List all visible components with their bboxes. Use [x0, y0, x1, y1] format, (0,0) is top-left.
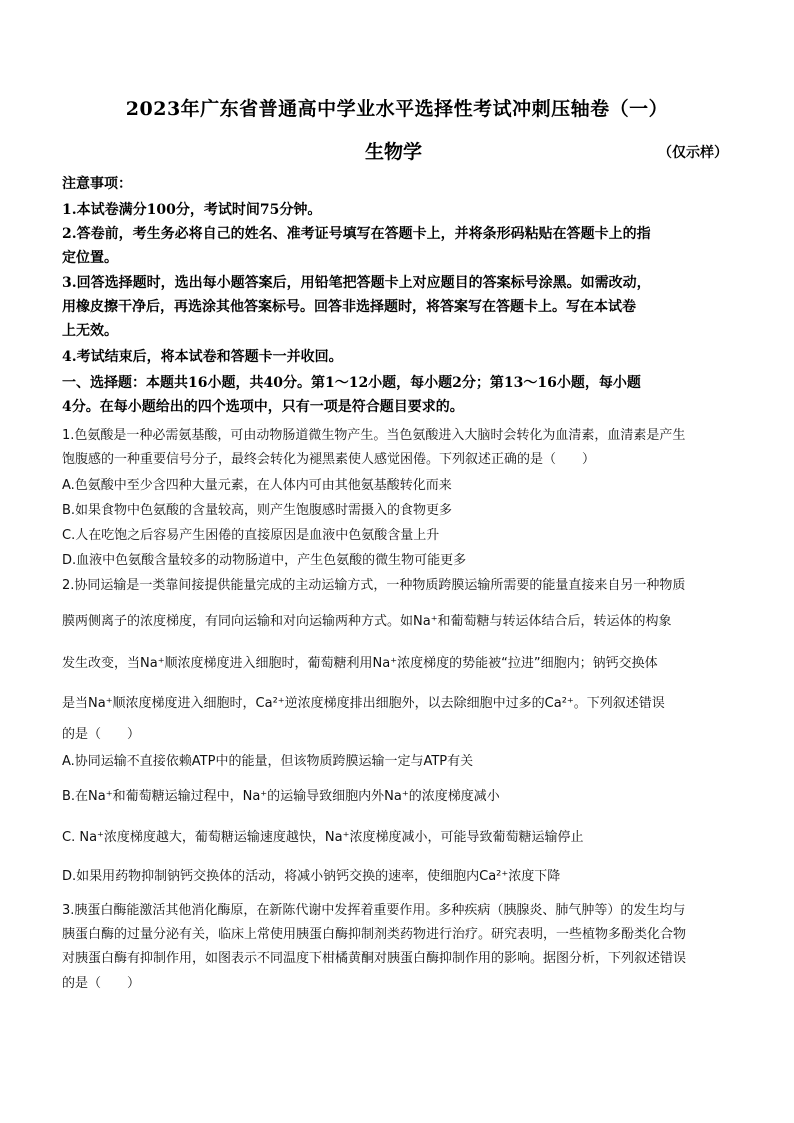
question-1-option-b: B.如果食物中色氨酸的含量较高，则产生饱腹感时需摄入的食物更多: [62, 503, 453, 518]
page-title: 2023年广东省普通高中学业水平选择性考试冲刺压轴卷（一）: [125, 98, 669, 120]
question-3-stem: 胰蛋白酶的过量分泌有关，临床上常使用胰蛋白酶抑制剂类药物进行治疗。研究表明，一些植物多酚类化合物: [62, 927, 687, 942]
section-heading: 一、选择题：本题共16小题，共40分。第1～12小题，每小题2分；第13～16小题，每小题: [62, 375, 641, 391]
question-2-stem: 是当Na⁺顺浓度梯度进入细胞时，Ca²⁺逆浓度梯度排出细胞外，以去除细胞中过多的Ca²⁺。下列叙述错误: [62, 696, 665, 711]
question-3-stem: 对胰蛋白酶有抑制作用，如图表示不同温度下柑橘黄酮对胰蛋白酶抑制作用的影响。据图分析，下列叙述错误: [62, 951, 687, 966]
notice-line: 用橡皮擦干净后，再选涂其他答案标号。回答非选择题时，将答案写在答题卡上。写在本试卷: [62, 299, 636, 315]
question-3-stem: 的是（ ）: [62, 976, 141, 991]
question-2-stem: 发生改变，当Na⁺顺浓度梯度进入细胞时，葡萄糖利用Na⁺浓度梯度的势能被“拉进”细胞内；钠钙交换体: [62, 656, 658, 671]
notice-line: 4.考试结束后，将本试卷和答题卡一并收回。: [62, 349, 343, 365]
notice-line: 上无效。: [62, 323, 118, 339]
notice-line: 定位置。: [62, 250, 118, 266]
notice-heading: 注意事项：: [62, 176, 132, 192]
question-2-option-d: D.如果用药物抑制钠钙交换体的活动，将减小钠钙交换的速率，使细胞内Ca²⁺浓度下降: [62, 869, 561, 884]
question-2-stem: 的是（ ）: [62, 727, 141, 742]
question-2-option-c: C. Na⁺浓度梯度越大，葡萄糖运输速度越快，Na⁺浓度梯度减小，可能导致葡萄糖运输停止: [62, 830, 584, 845]
notice-line: 1.本试卷满分100分，考试时间75分钟。: [62, 202, 322, 218]
question-1-stem: 1.色氨酸是一种必需氨基酸，可由动物肠道微生物产生。当色氨酸进入大脑时会转化为血清素，血清素是产生: [62, 428, 686, 443]
sample-tag: （仅示样）: [658, 145, 728, 161]
question-2-stem: 膜两侧离子的浓度梯度，有同向运输和对向运输两种方式。如Na⁺和葡萄糖与转运体结合后，转运体的构象: [62, 614, 672, 629]
subject-heading: 生物学: [365, 141, 423, 163]
question-1-option-a: A.色氨酸中至少含四种大量元素，在人体内可由其他氨基酸转化而来: [62, 478, 452, 493]
question-2-option-b: B.在Na⁺和葡萄糖运输过程中，Na⁺的运输导致细胞内外Na⁺的浓度梯度减小: [62, 789, 500, 804]
question-2-stem: 2.协同运输是一类靠间接提供能量完成的主动运输方式，一种物质跨膜运输所需要的能量直接来自另一种物质: [62, 578, 686, 593]
question-3-stem: 3.胰蛋白酶能激活其他消化酶原，在新陈代谢中发挥着重要作用。多种疾病（胰腺炎、肺气肿等）的发生均与: [62, 903, 686, 918]
notice-line: 2.答卷前，考生务必将自己的姓名、准考证号填写在答题卡上，并将条形码粘贴在答题卡上的指: [62, 226, 651, 242]
question-1-stem: 饱腹感的一种重要信号分子，最终会转化为褪黑素使人感觉困倦。下列叙述正确的是（ ）: [62, 452, 596, 467]
question-2-option-a: A.协同运输不直接依赖ATP中的能量，但该物质跨膜运输一定与ATP有关: [62, 754, 474, 769]
section-heading: 4分。在每小题给出的四个选项中，只有一项是符合题目要求的。: [62, 399, 464, 415]
question-1-option-d: D.血液中色氨酸含量较多的动物肠道中，产生色氨酸的微生物可能更多: [62, 553, 467, 568]
notice-line: 3.回答选择题时，选出每小题答案后，用铅笔把答题卡上对应题目的答案标号涂黑。如需改动，: [62, 275, 651, 291]
question-1-option-c: C.人在吃饱之后容易产生困倦的直接原因是血液中色氨酸含量上升: [62, 528, 440, 543]
